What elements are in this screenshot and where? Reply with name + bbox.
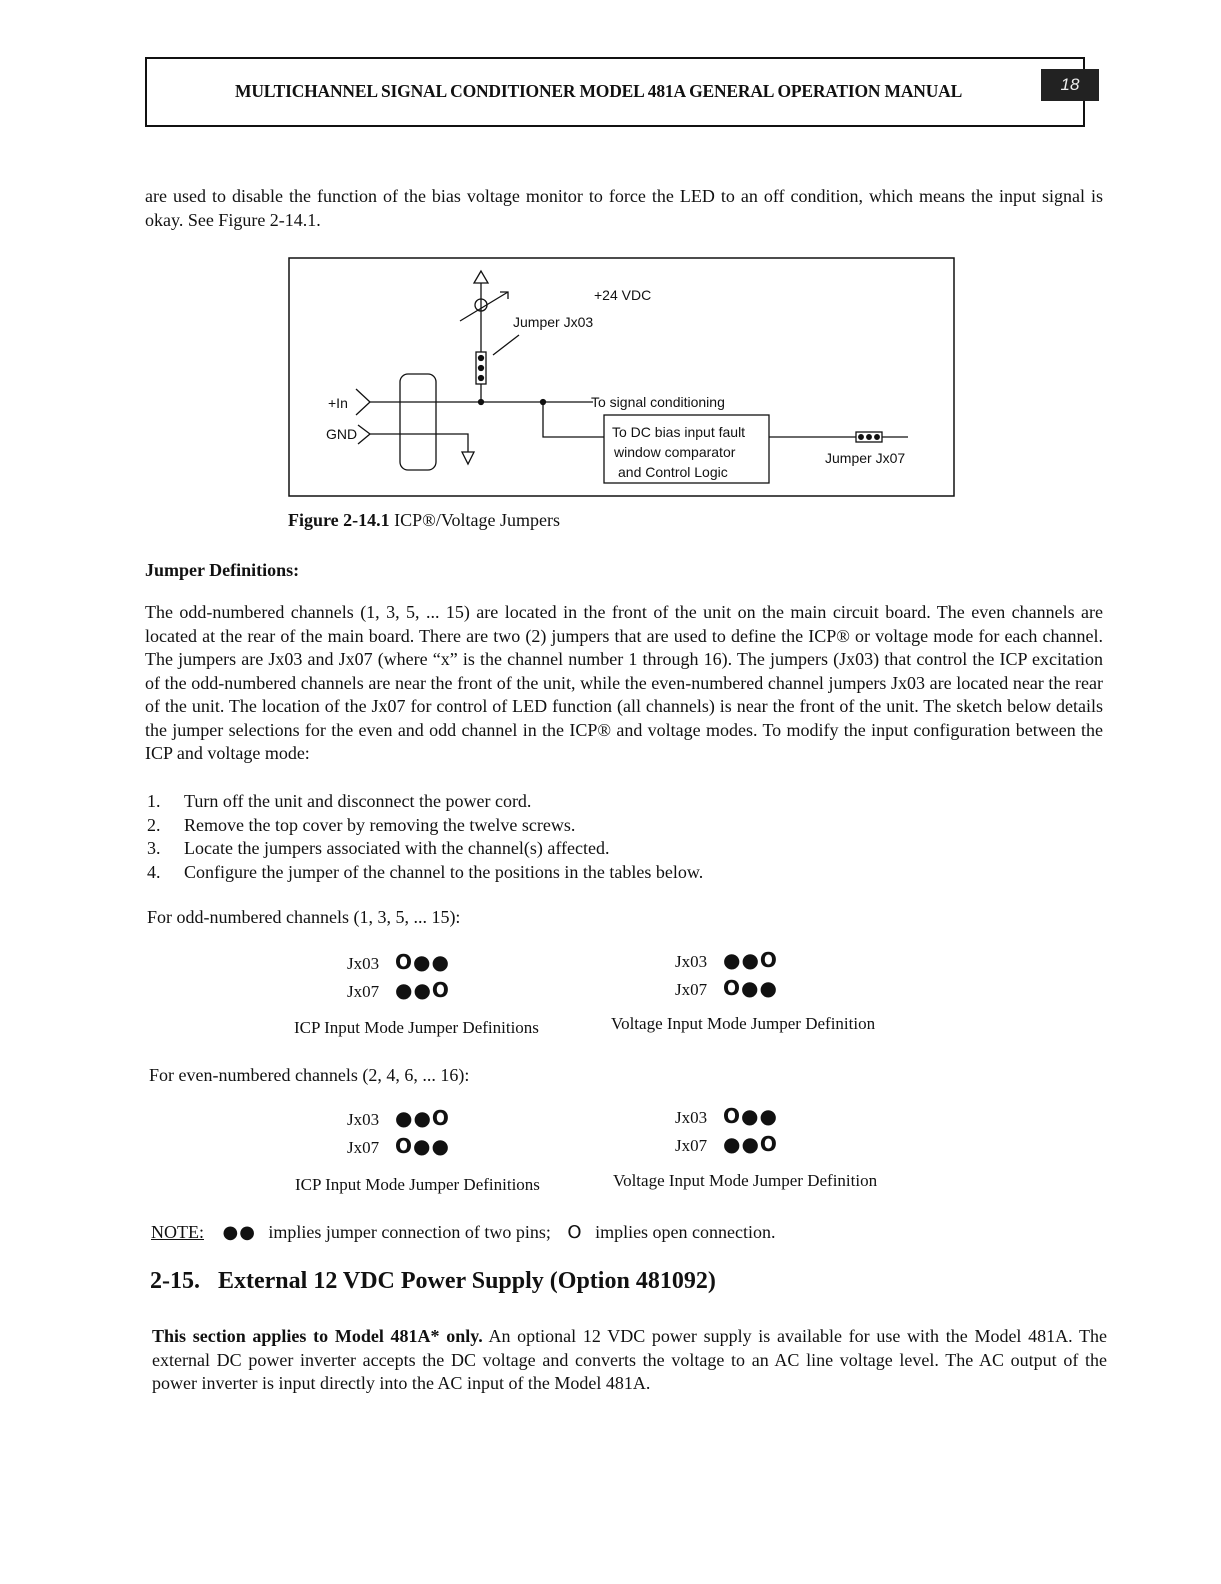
odd-channels-label: For odd-numbered channels (1, 3, 5, ... 15): (147, 907, 461, 927)
jumper-label: Jx03 (347, 1110, 380, 1129)
list-item (147, 814, 703, 838)
jumper-pins: ●●O (395, 1106, 450, 1130)
closed-jumper-text: implies jumper connection of two pins; (268, 1222, 551, 1242)
note-label: NOTE: (151, 1222, 204, 1242)
open-jumper-symbol: O (567, 1222, 583, 1243)
caption-number: Figure 2-14.1 (288, 510, 390, 530)
jumper-label: Jx07 (675, 980, 708, 999)
open-jumper-text: implies open connection. (595, 1222, 776, 1242)
jumper-jx03-icon (476, 352, 486, 384)
box-line-2: window comparator (614, 444, 736, 460)
jumper-definitions-heading: Jumper Definitions: (145, 560, 300, 580)
step-number: 1. (147, 791, 161, 811)
step-number: 3. (147, 838, 161, 858)
jumper-label: Jx07 (675, 1136, 708, 1155)
list-item (147, 861, 703, 885)
page-header (145, 57, 1085, 127)
even-voltage-caption: Voltage Input Mode Jumper Definition (613, 1171, 878, 1190)
jumper-label: Jx07 (347, 1138, 380, 1157)
odd-icp-caption: ICP Input Mode Jumper Definitions (294, 1018, 539, 1037)
section-lead: This section applies to Model 481A* only. (152, 1326, 483, 1346)
jumper-label: Jx03 (347, 954, 380, 973)
caption-text: ICP®/Voltage Jumpers (389, 510, 560, 530)
section-heading: 2-15. External 12 VDC Power Supply (Option 481092) (150, 1268, 716, 1294)
jx03-leader (493, 335, 519, 355)
label-24vdc: +24 VDC (594, 287, 652, 303)
label-signal-conditioning: To signal conditioning (591, 394, 725, 410)
even-icp-table (347, 1104, 450, 1160)
box-line-3: and Control Logic (618, 464, 728, 480)
manual-title: MULTICHANNEL SIGNAL CONDITIONER MODEL 481A GENERAL OPERATION MANUAL (235, 81, 963, 101)
step-number: 2. (147, 814, 161, 835)
figure-diagram (288, 257, 955, 497)
jumper-pins: O●● (723, 976, 778, 1000)
list-item (147, 790, 703, 814)
odd-voltage-table (675, 946, 778, 1002)
label-in: +In (328, 395, 348, 411)
box-line-1: To DC bias input fault (612, 424, 746, 440)
step-text: Configure the jumper of the channel to the positions in the tables below. (184, 861, 704, 882)
even-voltage-table (675, 1102, 778, 1158)
step-number: 4. (147, 861, 161, 882)
section-body: An optional 12 VDC power supply is available for use with the Model 481A. The external DC power inverter accepts the DC voltage and converts the voltage to an AC line voltage level. The AC output of the power inverter is input directly into the AC input of the Model 481A. (152, 1326, 1107, 1393)
step-text: Locate the jumpers associated with the channel(s) affected. (184, 838, 610, 858)
section-paragraph (152, 1325, 1107, 1396)
steps-list (147, 790, 703, 884)
jumper-pins: O●● (395, 1134, 450, 1158)
note (151, 1222, 776, 1243)
figure-caption (288, 510, 560, 531)
jumper-pins: ●●O (723, 1132, 778, 1156)
intro-paragraph: are used to disable the function of the bias voltage monitor to force the LED to an off condition, which means the input signal is okay. See Figure 2-14.1. (145, 186, 1103, 230)
jumper-pins: ●●O (723, 948, 778, 972)
jumper-pins: O●● (395, 950, 450, 974)
jumper-paragraph: The odd-numbered channels (1, 3, 5, ... 15) are located in the front of the unit on the main circuit board. The even channels are located at the rear of the main board. There are two (2) jumpers that are used to define the ICP® or voltage mode for each channel. The jumpers are Jx03 and Jx07 (where “x” is the channel number 1 through 16). The jumpers (Jx03) that control the ICP excitation of the odd-numbered channels are near the front of the unit, while the even-numbered channel jumpers Jx03 are located near the rear of the unit. The location of the Jx07 for control of LED function (all channels) is near the front of the unit. The sketch below details the jumper selections for the even and odd channel in the ICP® and voltage modes. To modify the input configuration between the ICP and voltage mode: (145, 602, 1103, 763)
current-source-icon (460, 292, 508, 321)
jumper-jx07-icon (856, 432, 882, 442)
step-text: Remove the top cover by removing the twelve screws. (184, 814, 576, 835)
jumper-label: Jx03 (675, 952, 708, 971)
gnd-line (370, 434, 468, 452)
list-item (147, 837, 703, 861)
closed-jumper-symbol: ●● (222, 1222, 256, 1243)
odd-voltage-caption: Voltage Input Mode Jumper Definition (611, 1014, 876, 1033)
jumper-pins: O●● (723, 1104, 778, 1128)
step-text: Turn off the unit and disconnect the power cord. (184, 791, 532, 811)
label-gnd: GND (326, 426, 358, 442)
jumper-label: Jx03 (675, 1108, 708, 1127)
even-channels-label: For even-numbered channels (2, 4, 6, ... 16): (149, 1065, 470, 1085)
jumper-label: Jx07 (347, 982, 380, 1001)
odd-icp-table (347, 948, 450, 1004)
jumper-pins: ●●O (395, 978, 450, 1002)
page-number: 18 (1041, 69, 1099, 101)
label-jx03: Jumper Jx03 (513, 314, 594, 330)
even-icp-caption: ICP Input Mode Jumper Definitions (295, 1175, 540, 1194)
label-jx07: Jumper Jx07 (825, 450, 906, 466)
connector-icon (356, 374, 436, 470)
ground-icon (462, 452, 474, 464)
